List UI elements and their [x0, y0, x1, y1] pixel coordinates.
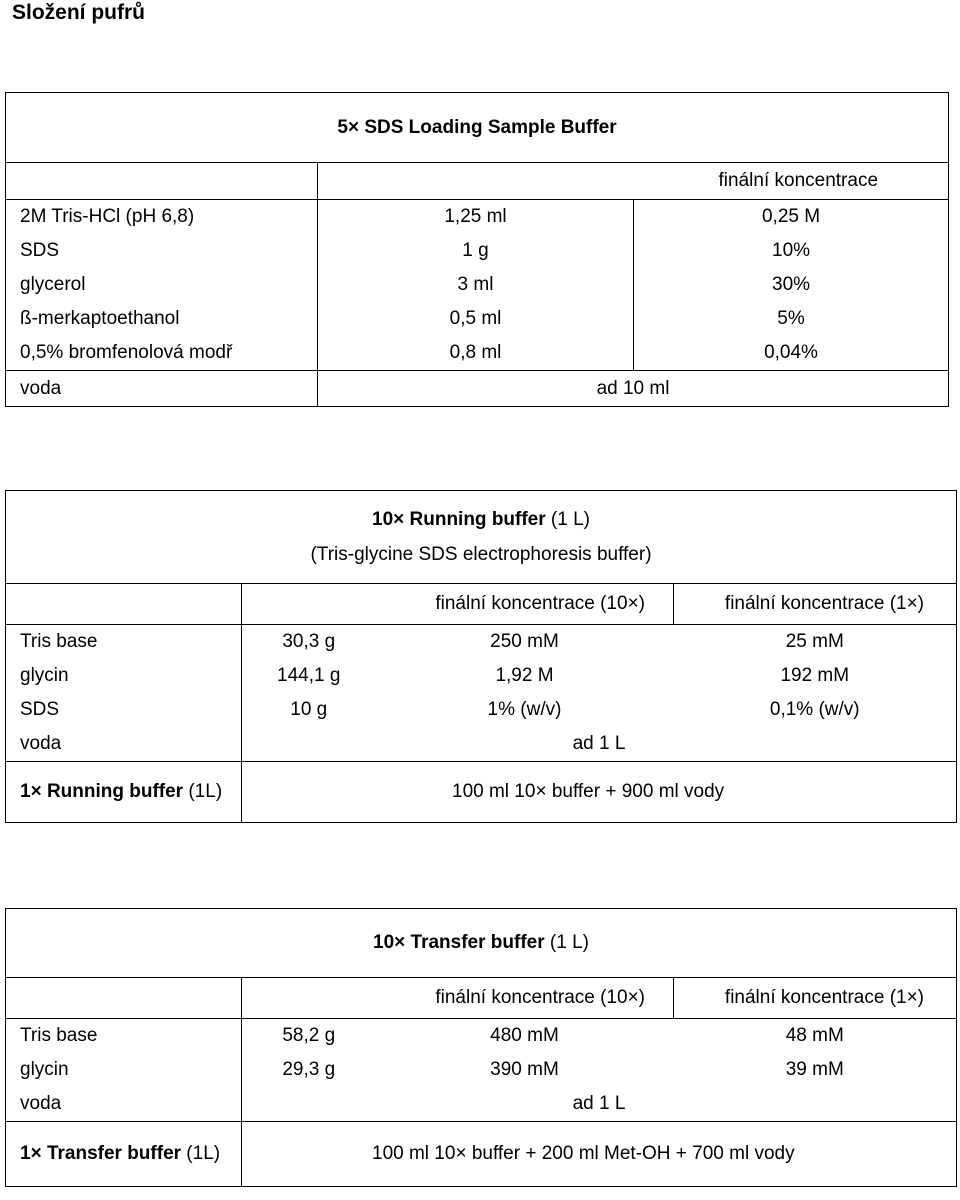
reagent-name: glycin: [6, 1053, 242, 1087]
water-row: [6, 1087, 957, 1122]
table-row: [6, 659, 957, 693]
water-value: ad 1 L: [242, 1087, 957, 1122]
column-header-concentration: finální koncentrace: [318, 163, 949, 200]
reagent-concentration: 0,25 M: [634, 200, 949, 235]
concentration-1x: 39 mM: [674, 1053, 957, 1087]
reagent-amount: 10 g: [290, 699, 328, 720]
concentration-10x: 1% (w/v): [487, 699, 562, 720]
column-header-10x: finální koncentrace (10×): [242, 584, 674, 625]
concentration-10x: 480 mM: [376, 1019, 674, 1054]
dilution-label: [6, 1122, 242, 1187]
dilution-value: 100 ml 10× buffer + 200 ml Met-OH + 700 ml vody: [242, 1122, 957, 1187]
sds-loading-buffer-table: [5, 92, 949, 407]
title-rest: (1 L): [545, 509, 591, 530]
reagent-name: SDS: [6, 693, 242, 727]
table-row: [6, 200, 949, 235]
header-empty-cell: [6, 163, 318, 200]
reagent-name: ß-merkaptoethanol: [6, 302, 318, 336]
water-label: voda: [6, 1087, 242, 1122]
column-header-10x: finální koncentrace (10×): [242, 978, 674, 1019]
concentration-10x: 250 mM: [376, 625, 674, 660]
reagent-concentration: 10%: [634, 234, 949, 268]
table-row: [6, 1053, 957, 1087]
reagent-amount: 29,3 g: [282, 1059, 336, 1080]
transfer-buffer-table: [5, 908, 957, 1187]
reagent-amount: 1,25 ml: [318, 200, 634, 235]
reagent-name: glycin: [6, 659, 242, 693]
water-value: ad 10 ml: [318, 371, 949, 407]
reagent-name: Tris base: [6, 1019, 242, 1054]
reagent-name: glycerol: [6, 268, 318, 302]
reagent-name: 0,5% bromfenolová modř: [6, 336, 318, 371]
concentration-10x: 390 mM: [490, 1059, 559, 1080]
water-row: [6, 727, 957, 762]
column-header-1x: finální koncentrace (1×): [674, 584, 957, 625]
reagent-concentration: 5%: [634, 302, 949, 336]
running-buffer-table: [5, 490, 957, 823]
water-value: ad 1 L: [242, 727, 957, 762]
water-label: voda: [6, 371, 318, 407]
water-row: [6, 371, 949, 407]
header-empty-cell: [6, 584, 242, 625]
reagent-amount: 144,1 g: [277, 665, 341, 686]
page-title: Složení pufrů: [12, 1, 145, 24]
reagent-amount: 1 g: [318, 234, 634, 268]
reagent-name: SDS: [6, 234, 318, 268]
table-title: [6, 491, 957, 584]
table-row: [6, 1019, 957, 1054]
reagent-concentration: 30%: [634, 268, 949, 302]
reagent-concentration: 0,04%: [634, 336, 949, 371]
water-label: voda: [6, 727, 242, 762]
table-title: [6, 909, 957, 978]
concentration-10x: 1,92 M: [495, 665, 554, 686]
table-title: 5× SDS Loading Sample Buffer: [6, 93, 949, 163]
reagent-amount: 58,2 g: [242, 1019, 376, 1054]
reagent-amount: 0,8 ml: [318, 336, 634, 371]
reagent-amount: 30,3 g: [242, 625, 376, 660]
dilution-label-bold: 1× Running buffer: [20, 781, 184, 802]
concentration-1x: 192 mM: [674, 659, 957, 693]
table-subtitle: (Tris-glycine SDS electrophoresis buffer): [310, 544, 652, 565]
table-row: [6, 336, 949, 371]
reagent-amount: 0,5 ml: [318, 302, 634, 336]
table-row: [6, 693, 957, 727]
dilution-label: [6, 762, 242, 823]
concentration-1x: 48 mM: [674, 1019, 957, 1054]
dilution-value: 100 ml 10× buffer + 900 ml vody: [242, 762, 957, 823]
concentration-1x: 0,1% (w/v): [674, 693, 957, 727]
title-bold: 10× Running buffer: [372, 509, 546, 530]
column-header-1x: finální koncentrace (1×): [674, 978, 957, 1019]
dilution-row: [6, 762, 957, 823]
dilution-label-rest: (1L): [181, 1143, 221, 1164]
reagent-amount: 3 ml: [318, 268, 634, 302]
reagent-name: 2M Tris-HCl (pH 6,8): [6, 200, 318, 235]
table-row: [6, 302, 949, 336]
title-rest: (1 L): [544, 932, 589, 953]
dilution-label-bold: 1× Transfer buffer: [20, 1143, 182, 1164]
concentration-1x: 25 mM: [674, 625, 957, 660]
dilution-row: [6, 1122, 957, 1187]
table-row: [6, 625, 957, 660]
dilution-label-rest: (1L): [183, 781, 223, 802]
table-row: [6, 268, 949, 302]
header-empty-cell: [6, 978, 242, 1019]
reagent-name: Tris base: [6, 625, 242, 660]
table-row: [6, 234, 949, 268]
title-bold: 10× Transfer buffer: [373, 932, 545, 953]
